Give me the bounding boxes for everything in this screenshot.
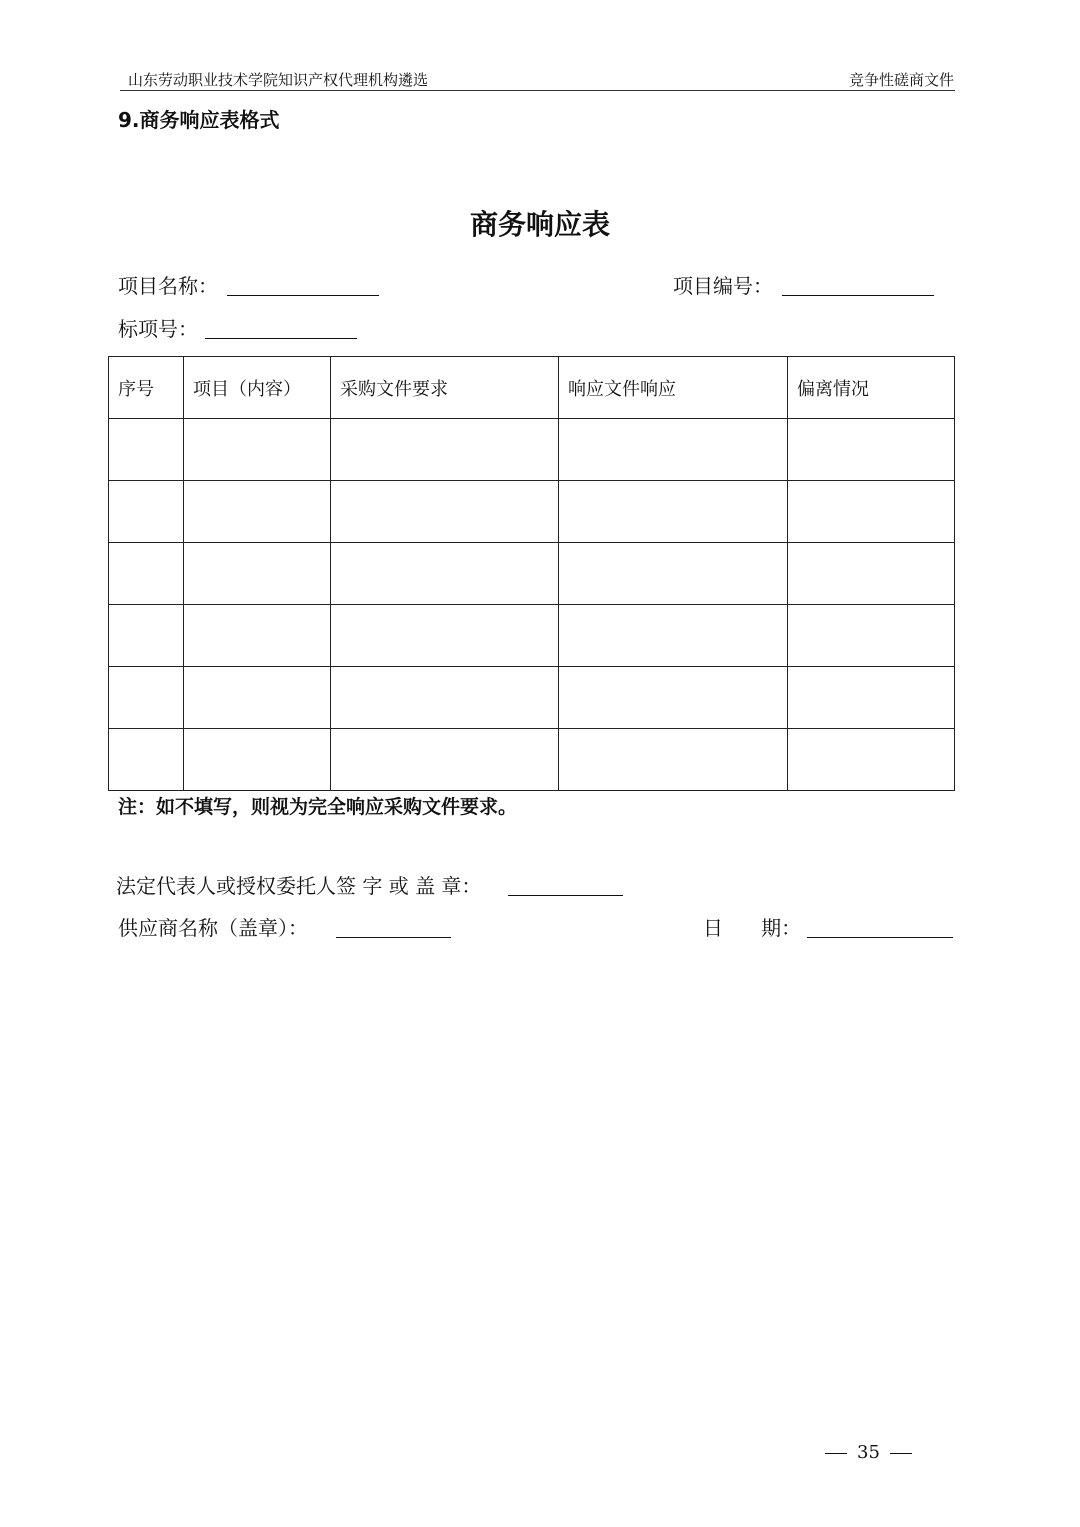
supplier-name-blank[interactable] [336, 937, 451, 938]
lot-number-label: 标项号： [118, 317, 198, 341]
table-row [109, 543, 955, 605]
table-cell[interactable] [109, 419, 184, 481]
project-name-blank[interactable] [227, 295, 379, 296]
table-row [109, 729, 955, 791]
table-cell[interactable] [331, 419, 559, 481]
header-rule [120, 90, 955, 91]
table-cell[interactable] [184, 543, 331, 605]
project-number-blank[interactable] [782, 295, 934, 296]
table-row [109, 605, 955, 667]
table-row [109, 481, 955, 543]
project-number-label: 项目编号： [673, 274, 773, 298]
table-cell[interactable] [559, 419, 788, 481]
table-cell[interactable] [788, 729, 955, 791]
dash-right [890, 1453, 912, 1454]
header-item-content: 项目（内容） [184, 357, 331, 419]
table-cell[interactable] [184, 667, 331, 729]
table-cell[interactable] [331, 481, 559, 543]
business-response-table [108, 356, 955, 791]
table-row [109, 667, 955, 729]
table-cell[interactable] [184, 481, 331, 543]
table-cell[interactable] [331, 543, 559, 605]
table-note: 注：如不填写，则视为完全响应采购文件要求。 [118, 796, 518, 818]
date-blank[interactable] [807, 937, 953, 938]
table-cell[interactable] [184, 729, 331, 791]
table-cell[interactable] [559, 605, 788, 667]
header-right-text: 竞争性磋商文件 [848, 71, 954, 89]
supplier-name-label: 供应商名称（盖章）： [118, 916, 308, 940]
table-cell[interactable] [331, 667, 559, 729]
table-cell[interactable] [788, 543, 955, 605]
header-response: 响应文件响应 [559, 357, 788, 419]
table-cell[interactable] [788, 419, 955, 481]
table-cell[interactable] [559, 729, 788, 791]
table-cell[interactable] [331, 729, 559, 791]
header-serial-number: 序号 [109, 357, 184, 419]
project-name-label: 项目名称： [118, 274, 218, 298]
representative-signature-label: 法定代表人或授权委托人签 字 或 盖 章： [116, 874, 482, 898]
table-cell[interactable] [184, 605, 331, 667]
table-cell[interactable] [559, 481, 788, 543]
table-cell[interactable] [184, 419, 331, 481]
table-cell[interactable] [109, 605, 184, 667]
table-header-row [109, 357, 955, 419]
page-number-footer [815, 1442, 922, 1463]
section-heading: 9.商务响应表格式 [118, 108, 280, 132]
date-label: 日 期： [703, 916, 802, 940]
table-row [109, 419, 955, 481]
table-cell[interactable] [109, 481, 184, 543]
table-cell[interactable] [109, 543, 184, 605]
lot-number-blank[interactable] [205, 338, 357, 339]
table-cell[interactable] [788, 481, 955, 543]
table-cell[interactable] [788, 605, 955, 667]
dash-left [825, 1453, 847, 1454]
table-cell[interactable] [559, 543, 788, 605]
document-title: 商务响应表 [469, 208, 610, 241]
table-cell[interactable] [331, 605, 559, 667]
table-cell[interactable] [559, 667, 788, 729]
representative-signature-blank[interactable] [508, 895, 623, 896]
table-cell[interactable] [109, 667, 184, 729]
table-cell[interactable] [788, 667, 955, 729]
page-number: 35 [857, 1442, 880, 1463]
header-deviation: 偏离情况 [788, 357, 955, 419]
header-left-text: 山东劳动职业技术学院知识产权代理机构遴选 [128, 71, 429, 89]
header-procurement-requirement: 采购文件要求 [331, 357, 559, 419]
table-cell[interactable] [109, 729, 184, 791]
